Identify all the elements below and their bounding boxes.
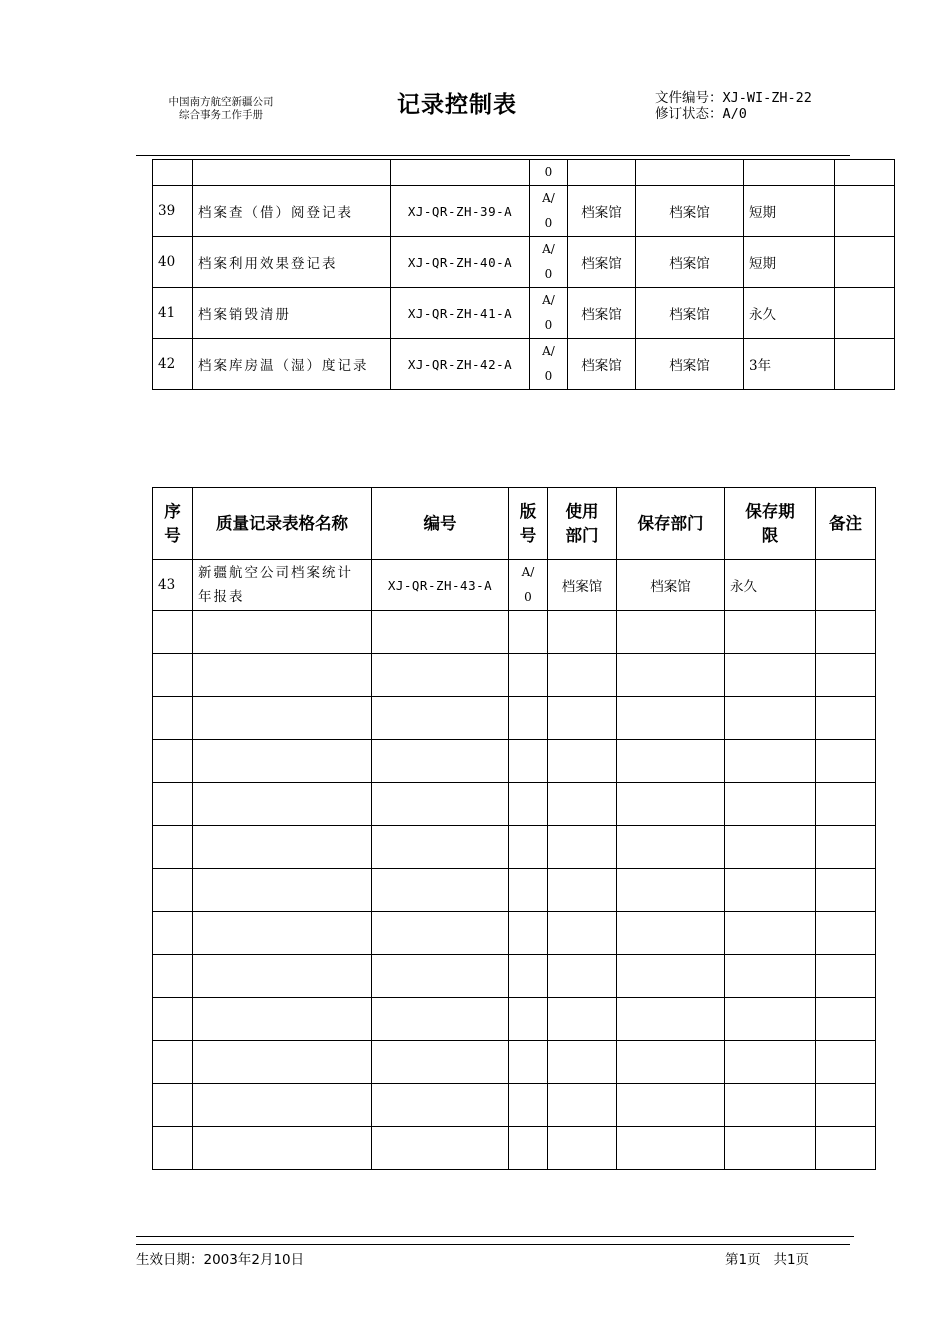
empty-table-row	[153, 869, 876, 912]
cell-code: XJ-QR-ZH-42-A	[391, 339, 530, 390]
cell-note	[816, 560, 876, 611]
footer-divider-bottom	[136, 1244, 850, 1245]
cell-period	[744, 160, 835, 186]
cell-note	[835, 339, 895, 390]
cell-period: 永久	[725, 560, 816, 611]
cell-version	[509, 560, 548, 611]
empty-table-row	[153, 611, 876, 654]
cell-code: XJ-QR-ZH-39-A	[391, 186, 530, 237]
cell-name-line-1: 新疆航空公司档案统计	[198, 565, 353, 581]
doc-number-value: XJ-WI-ZH-22	[722, 90, 812, 106]
cell-name: 档案销毁清册	[193, 288, 391, 339]
header-use-dept	[548, 488, 617, 560]
cell-use-dept: 档案馆	[568, 237, 636, 288]
footer-divider-top	[136, 1236, 854, 1237]
empty-table-row	[153, 1127, 876, 1170]
table-row	[153, 186, 895, 237]
table-row	[153, 339, 895, 390]
cell-note	[835, 186, 895, 237]
header-no-line-1: 序	[164, 501, 181, 521]
header-period	[725, 488, 816, 560]
cell-note	[835, 237, 895, 288]
empty-table-row	[153, 826, 876, 869]
header-version	[509, 488, 548, 560]
page-info: 第1页 共1页	[725, 1252, 810, 1268]
empty-table-row	[153, 697, 876, 740]
empty-table-row	[153, 998, 876, 1041]
empty-table-row	[153, 783, 876, 826]
cell-no: 39	[153, 186, 193, 237]
header-no-line-2: 号	[164, 525, 181, 545]
record-table	[152, 487, 876, 1170]
cell-period: 3年	[744, 339, 835, 390]
header-use-line-1: 使用	[565, 501, 599, 521]
cell-code: XJ-QR-ZH-40-A	[391, 237, 530, 288]
header-version-line-2: 号	[519, 525, 537, 545]
cell-version	[530, 339, 568, 390]
table-row	[153, 160, 895, 186]
document-title: 记录控制表	[397, 92, 517, 118]
header-code: 编号	[372, 488, 509, 560]
cell-use-dept: 档案馆	[548, 560, 617, 611]
cell-use-dept: 档案馆	[568, 339, 636, 390]
cell-keep-dept	[636, 160, 744, 186]
header-no	[153, 488, 193, 560]
empty-table-row	[153, 1041, 876, 1084]
cell-note	[835, 160, 895, 186]
cell-version	[530, 237, 568, 288]
cell-keep-dept: 档案馆	[636, 237, 744, 288]
cell-name	[193, 560, 372, 611]
revision-label: 修订状态：	[655, 106, 723, 122]
header-period-line-1: 保存期	[745, 501, 795, 521]
table-row	[153, 560, 876, 611]
company-name	[150, 96, 292, 122]
revision-value: A/0	[722, 106, 747, 122]
header-note: 备注	[816, 488, 876, 560]
version-top: A/	[542, 191, 555, 205]
revision-status	[655, 106, 812, 122]
cell-keep-dept: 档案馆	[636, 288, 744, 339]
empty-table-row	[153, 912, 876, 955]
company-line-2: 综合事务工作手册	[179, 109, 263, 121]
header-name: 质量记录表格名称	[193, 488, 372, 560]
cell-use-dept	[568, 160, 636, 186]
header-keep-dept: 保存部门	[617, 488, 725, 560]
version-bottom: 0	[524, 590, 532, 604]
cell-code: XJ-QR-ZH-41-A	[391, 288, 530, 339]
cell-code	[391, 160, 530, 186]
effective-date: 生效日期：2003年2月10日	[136, 1252, 305, 1268]
cell-code: XJ-QR-ZH-43-A	[372, 560, 509, 611]
cell-name	[193, 160, 391, 186]
document-meta	[655, 90, 812, 122]
cell-no: 41	[153, 288, 193, 339]
version-top: A/	[542, 242, 555, 256]
table-header-row	[153, 488, 876, 560]
version-top: A/	[521, 565, 535, 579]
cell-version	[530, 288, 568, 339]
empty-table-row	[153, 1084, 876, 1127]
cell-name: 档案库房温（湿）度记录	[193, 339, 391, 390]
empty-table-row	[153, 955, 876, 998]
cell-period: 短期	[744, 186, 835, 237]
table-row	[153, 288, 895, 339]
version-bottom: 0	[544, 267, 553, 281]
company-line-1: 中国南方航空新疆公司	[168, 96, 274, 108]
header-version-line-1: 版	[519, 501, 537, 521]
cell-no: 42	[153, 339, 193, 390]
header-divider	[136, 155, 850, 156]
cell-period: 短期	[744, 237, 835, 288]
table-row	[153, 237, 895, 288]
version-top: A/	[542, 293, 555, 307]
cell-name: 档案利用效果登记表	[193, 237, 391, 288]
cell-version: 0	[530, 160, 568, 186]
cell-no	[153, 160, 193, 186]
cell-name-line-2: 年报表	[198, 589, 245, 605]
version-bottom: 0	[544, 216, 553, 230]
doc-number-label: 文件编号：	[655, 90, 723, 106]
header-period-line-2: 限	[761, 525, 779, 545]
version-bottom: 0	[544, 318, 553, 332]
cell-use-dept: 档案馆	[568, 186, 636, 237]
cell-keep-dept: 档案馆	[617, 560, 725, 611]
record-table-continued	[152, 159, 895, 390]
cell-keep-dept: 档案馆	[636, 186, 744, 237]
cell-version	[530, 186, 568, 237]
cell-no: 40	[153, 237, 193, 288]
doc-number	[655, 90, 812, 106]
cell-name: 档案查（借）阅登记表	[193, 186, 391, 237]
empty-table-row	[153, 654, 876, 697]
empty-table-row	[153, 740, 876, 783]
cell-no: 43	[153, 560, 193, 611]
header-use-line-2: 部门	[565, 525, 599, 545]
cell-use-dept: 档案馆	[568, 288, 636, 339]
cell-note	[835, 288, 895, 339]
version-bottom: 0	[544, 369, 553, 383]
version-top: A/	[542, 344, 555, 358]
cell-keep-dept: 档案馆	[636, 339, 744, 390]
cell-period: 永久	[744, 288, 835, 339]
